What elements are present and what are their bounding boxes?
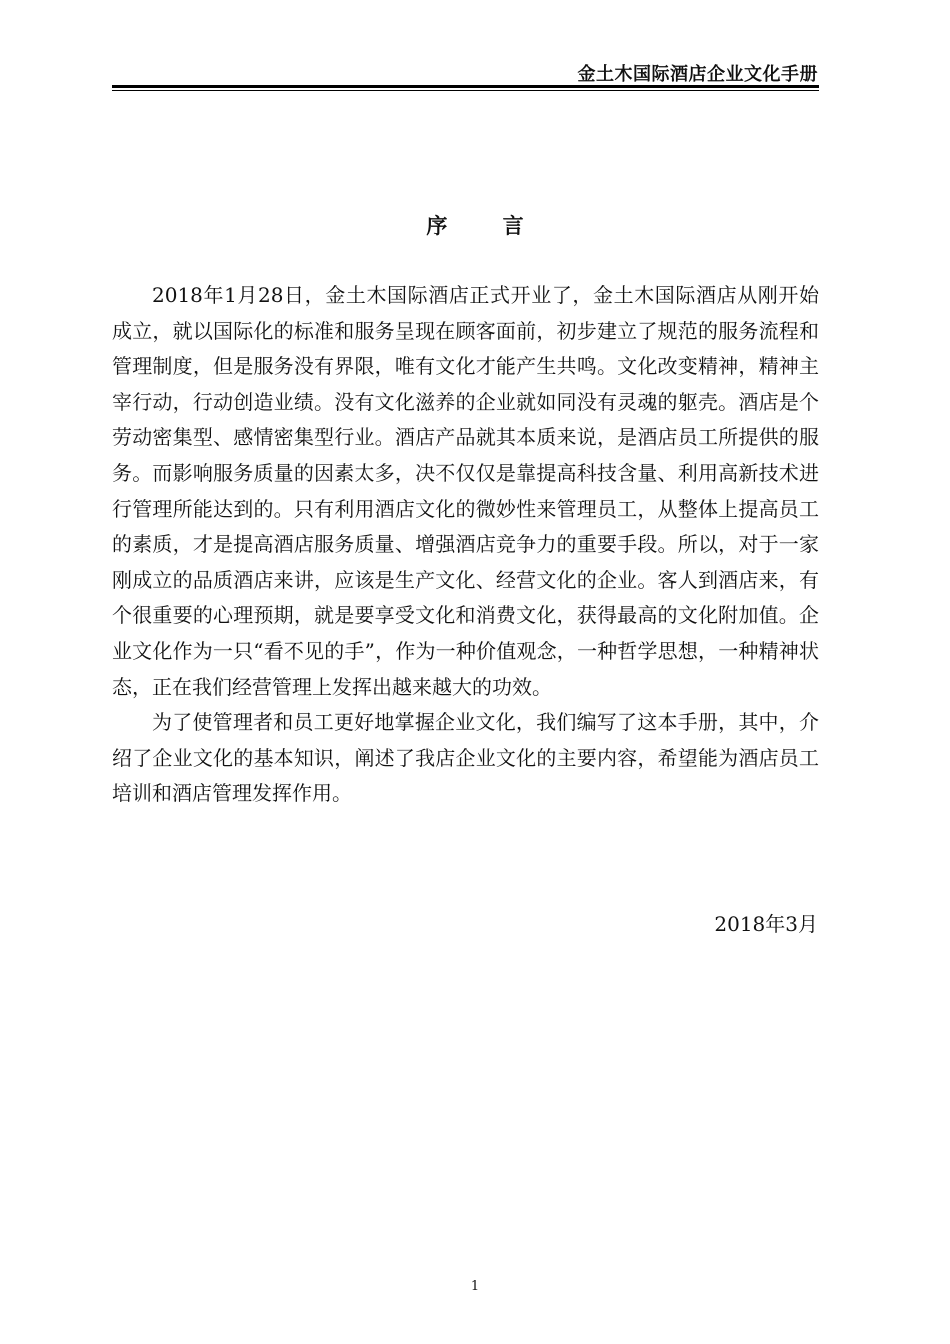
paragraph-preface-purpose: 为了使管理者和员工更好地掌握企业文化，我们编写了这本手册，其中，介绍了企业文化的基本知识，阐述了我店企业文化的主要内容，希望能为酒店员工培训和酒店管理发挥作用。 — [112, 710, 819, 806]
header-rule-thick — [112, 85, 819, 88]
body-text — [112, 278, 819, 812]
page-title: 序 言 — [426, 214, 548, 238]
header-rule-thin — [112, 90, 819, 91]
paragraph-preface-intro: 2018年1月28日，金土木国际酒店正式开业了，金土木国际酒店从刚开始成立，就以国际化的标准和服务呈现在顾客面前，初步建立了规范的服务流程和管理制度，但是服务没有界限，唯有文化才能产生共鸣。文化改变精神，精神主宰行动，行动创造业绩。没有文化滋养的企业就如同没有灵魂的躯壳。酒店是个劳动密集型、感情密集型行业。酒店产品就其本质来说，是酒店员工所提供的服务。而影响服务质量的因素太多，决不仅仅是靠提高科技含量、利用高新技术进行管理所能达到的。只有利用酒店文化的微妙性来管理员工，从整体上提高员工的素质，才是提高酒店服务质量、增强酒店竞争力的重要手段。所以，对于一家刚成立的品质酒店来讲，应该是生产文化、经营文化的企业。客人到酒店来，有个很重要的心理预期，就是要享受文化和消费文化，获得最高的文化附加值。企业文化作为一只“看不见的手”，作为一种价值观念，一种哲学思想，一种精神状态，正在我们经营管理上发挥出越来越大的功效。 — [112, 283, 819, 699]
document-date: 2018年3月 — [714, 912, 818, 936]
page-number: 1 — [470, 1279, 480, 1294]
header-title: 金土木国际酒店企业文化手册 — [577, 64, 818, 85]
